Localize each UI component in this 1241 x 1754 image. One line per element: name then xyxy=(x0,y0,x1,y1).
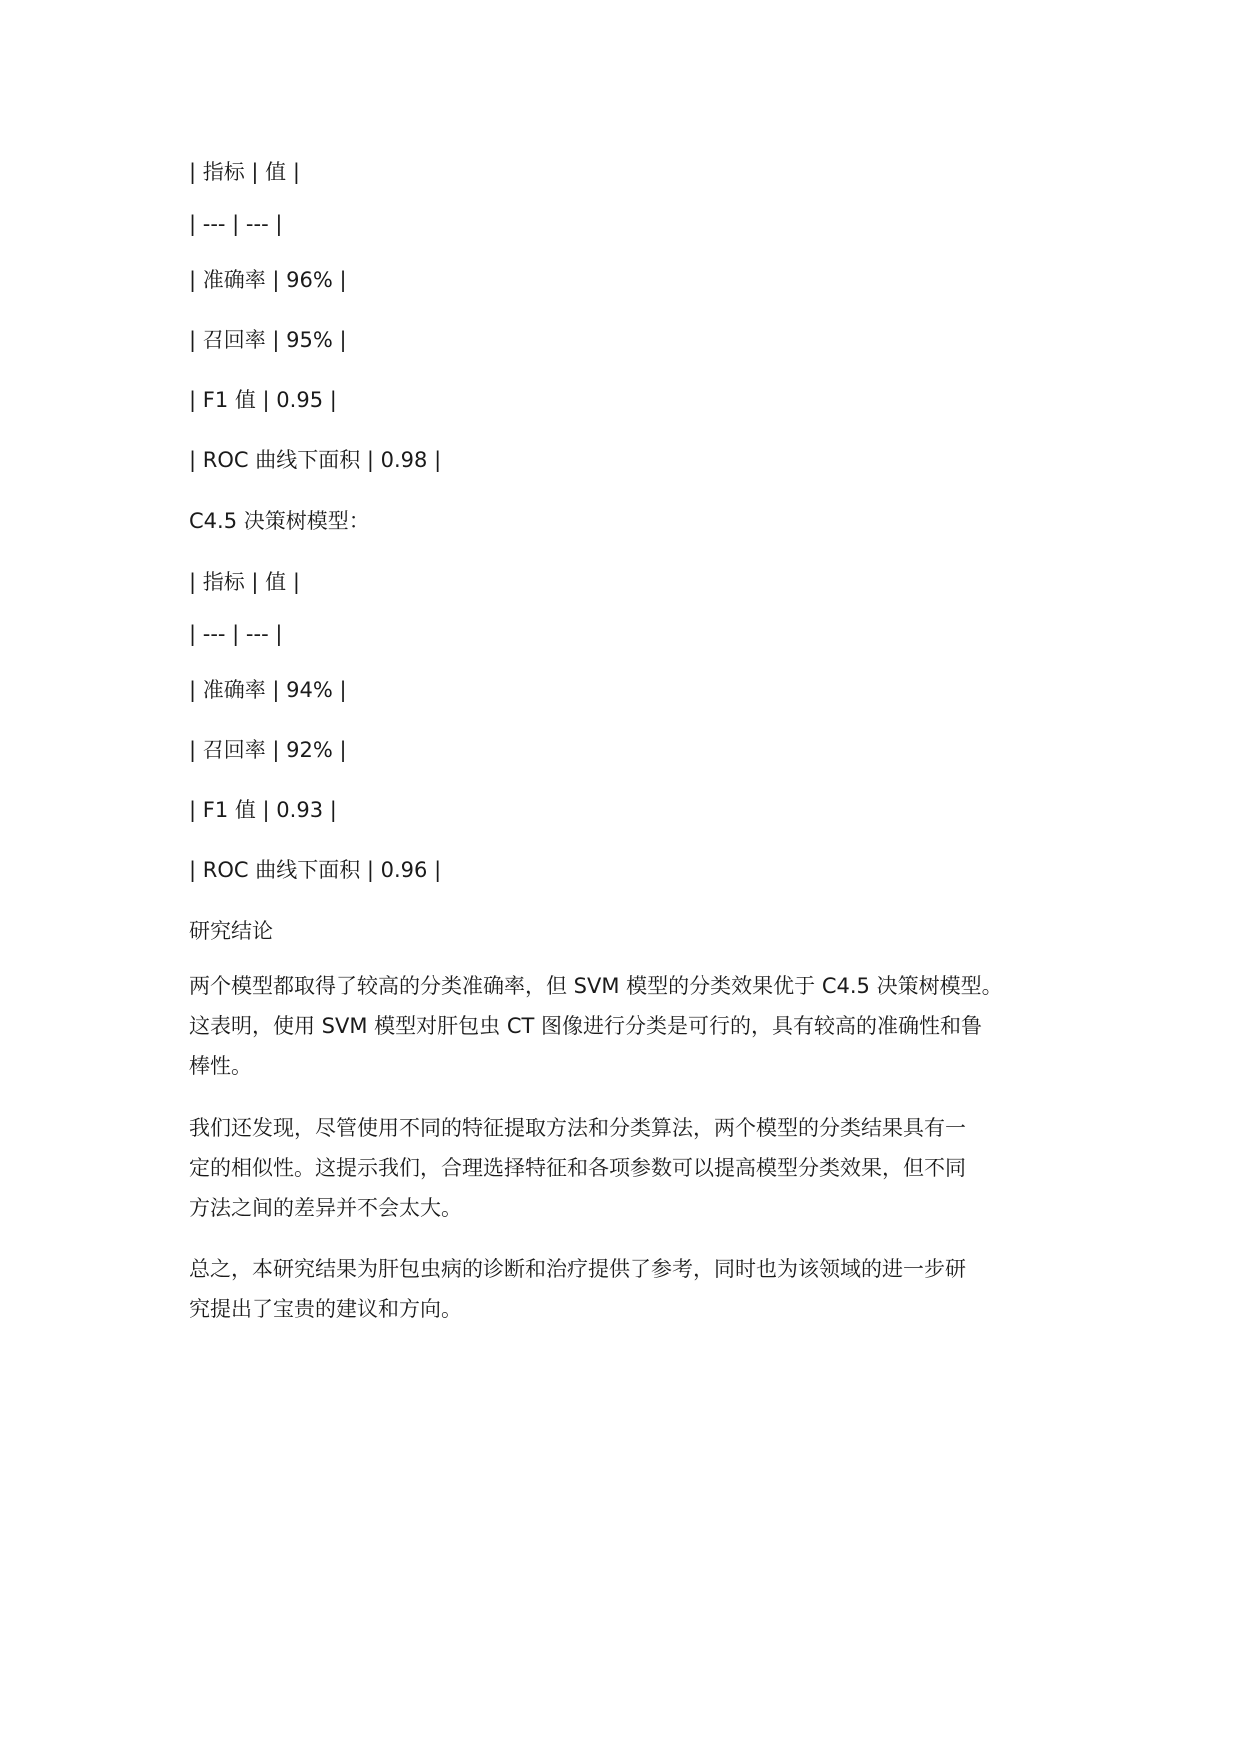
conclusion-paragraph-1 xyxy=(189,966,1069,1086)
c45-table-row-f1: | F1 值 | 0.93 | xyxy=(189,798,337,822)
paragraph-line: 究提出了宝贵的建议和方向。 xyxy=(189,1297,462,1321)
conclusion-heading: 研究结论 xyxy=(189,919,273,943)
svm-table-row-f1: | F1 值 | 0.95 | xyxy=(189,388,337,412)
svm-table-separator: | --- | --- | xyxy=(189,212,283,236)
conclusion-paragraph-2 xyxy=(189,1108,1069,1228)
c45-table-row-accuracy: | 准确率 | 94% | xyxy=(189,678,347,702)
c45-table-separator: | --- | --- | xyxy=(189,622,283,646)
paragraph-line: 方法之间的差异并不会太大。 xyxy=(189,1196,462,1220)
svm-table-row-auc: | ROC 曲线下面积 | 0.98 | xyxy=(189,448,442,472)
c45-table-row-recall: | 召回率 | 92% | xyxy=(189,738,347,762)
svm-table-row-recall: | 召回率 | 95% | xyxy=(189,328,347,352)
svm-table-row-accuracy: | 准确率 | 96% | xyxy=(189,268,347,292)
paragraph-line: 棒性。 xyxy=(189,1054,252,1078)
paragraph-line: 定的相似性。这提示我们，合理选择特征和各项参数可以提高模型分类效果，但不同 xyxy=(189,1156,966,1180)
conclusion-paragraph-3 xyxy=(189,1249,1069,1329)
paragraph-line: 两个模型都取得了较高的分类准确率，但 SVM 模型的分类效果优于 C4.5 决策树模型。 xyxy=(189,974,1003,998)
paragraph-line: 这表明，使用 SVM 模型对肝包虫 CT 图像进行分类是可行的，具有较高的准确性和鲁 xyxy=(189,1014,983,1038)
c45-heading: C4.5 决策树模型： xyxy=(189,509,370,533)
c45-table-header: | 指标 | 值 | xyxy=(189,570,300,594)
paragraph-line: 我们还发现，尽管使用不同的特征提取方法和分类算法，两个模型的分类结果具有一 xyxy=(189,1116,966,1140)
paragraph-line: 总之，本研究结果为肝包虫病的诊断和治疗提供了参考，同时也为该领域的进一步研 xyxy=(189,1257,966,1281)
svm-table-header: | 指标 | 值 | xyxy=(189,160,300,184)
c45-table-row-auc: | ROC 曲线下面积 | 0.96 | xyxy=(189,858,442,882)
